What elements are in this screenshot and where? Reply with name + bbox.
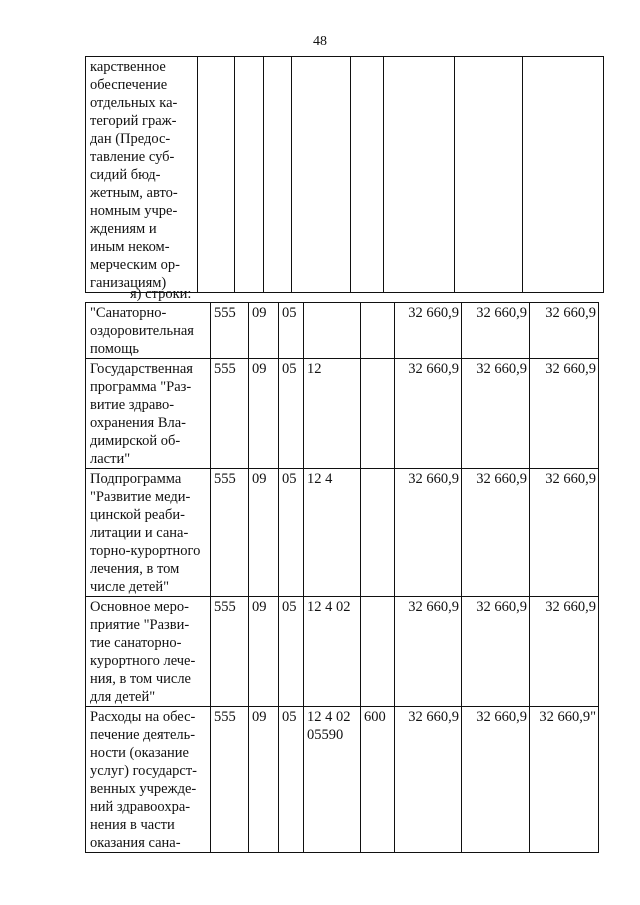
amount-year-2: 32 660,9 bbox=[462, 707, 530, 853]
description-line: ния, в том числе bbox=[90, 671, 191, 687]
section-code: 09 bbox=[249, 597, 279, 707]
description-line: для детей" bbox=[90, 689, 156, 705]
description-line: 12 bbox=[307, 361, 322, 377]
description-line: номным учре- bbox=[90, 203, 178, 219]
description-line: Подпрограмма bbox=[90, 471, 182, 487]
description-line: иным неком- bbox=[90, 239, 170, 255]
description-line: ждениям и bbox=[90, 221, 157, 237]
ministry-code: 555 bbox=[211, 359, 249, 469]
section-code: 09 bbox=[249, 707, 279, 853]
table-row bbox=[86, 469, 599, 597]
description-line: ности (оказание bbox=[90, 745, 189, 761]
description-line: литации и сана- bbox=[90, 525, 189, 541]
description-line: 12 4 02 bbox=[307, 709, 351, 725]
ministry-code: 555 bbox=[211, 303, 249, 359]
amount-year-2: 32 660,9 bbox=[462, 359, 530, 469]
row-description bbox=[86, 359, 211, 469]
subsection-code: 05 bbox=[279, 469, 304, 597]
description-line: лечения, в том bbox=[90, 561, 180, 577]
description-line: услуг) государст- bbox=[90, 763, 198, 779]
table-row bbox=[86, 597, 599, 707]
expense-type-code bbox=[361, 469, 395, 597]
section-code: 09 bbox=[249, 303, 279, 359]
subsection-code: 05 bbox=[279, 707, 304, 853]
description-line: 05590 bbox=[307, 727, 344, 743]
amount-year-3: 32 660,9 bbox=[530, 597, 599, 707]
description-line: венных учрежде- bbox=[90, 781, 197, 797]
description-line: оказания сана- bbox=[90, 835, 181, 851]
description-line: тавление суб- bbox=[90, 149, 175, 165]
target-article-code bbox=[304, 359, 361, 469]
description-line: мерческим ор- bbox=[90, 257, 180, 273]
description-line: ганизациям) bbox=[90, 275, 167, 291]
description-line: приятие "Разви- bbox=[90, 617, 190, 633]
amount-year-1: 32 660,9 bbox=[395, 359, 462, 469]
subsection-code: 05 bbox=[279, 303, 304, 359]
row-description bbox=[86, 469, 211, 597]
amount-year-1: 32 660,9 bbox=[395, 597, 462, 707]
description-line: "Развитие меди- bbox=[90, 489, 191, 505]
description-line: сидий бюд- bbox=[90, 167, 161, 183]
amount-year-3: 32 660,9" bbox=[530, 707, 599, 853]
ministry-code: 555 bbox=[211, 597, 249, 707]
description-line: помощь bbox=[90, 341, 139, 357]
description-line: нения в части bbox=[90, 817, 175, 833]
amount-year-2: 32 660,9 bbox=[462, 303, 530, 359]
description-line: курортного лече- bbox=[90, 653, 196, 669]
amount-year-3: 32 660,9 bbox=[530, 359, 599, 469]
row-description bbox=[86, 57, 198, 293]
table-row bbox=[86, 707, 599, 853]
ministry-code: 555 bbox=[211, 707, 249, 853]
row-description bbox=[86, 597, 211, 707]
budget-table bbox=[85, 302, 599, 853]
amount-year-2: 32 660,9 bbox=[462, 597, 530, 707]
description-line: ний здравоохра- bbox=[90, 799, 191, 815]
description-line: отдельных ка- bbox=[90, 95, 178, 111]
description-line: "Санаторно- bbox=[90, 305, 167, 321]
table-row bbox=[86, 359, 599, 469]
description-line: карственное bbox=[90, 59, 166, 75]
description-line: жетным, авто- bbox=[90, 185, 178, 201]
amount-year-1: 32 660,9 bbox=[395, 707, 462, 853]
page-number: 48 bbox=[313, 34, 327, 49]
expense-type-code bbox=[361, 597, 395, 707]
budget-table-continuation bbox=[85, 56, 604, 293]
section-label: я) строки: bbox=[130, 286, 192, 302]
description-line: цинской реаби- bbox=[90, 507, 185, 523]
table-row-continuation bbox=[86, 57, 604, 293]
description-line: димирской об- bbox=[90, 433, 181, 449]
description-line: дан (Предос- bbox=[90, 131, 171, 147]
description-line: числе детей" bbox=[90, 579, 170, 595]
description-line: Расходы на обес- bbox=[90, 709, 196, 725]
section-code: 09 bbox=[249, 469, 279, 597]
target-article-code bbox=[304, 303, 361, 359]
description-line: ласти" bbox=[90, 451, 131, 467]
description-line: Основное меро- bbox=[90, 599, 189, 615]
description-line: тие санаторно- bbox=[90, 635, 182, 651]
target-article-code bbox=[304, 469, 361, 597]
description-line: тегорий граж- bbox=[90, 113, 177, 129]
description-line: программа "Раз- bbox=[90, 379, 192, 395]
expense-type-code: 600 bbox=[361, 707, 395, 853]
section-code: 09 bbox=[249, 359, 279, 469]
description-line: 12 4 02 bbox=[307, 599, 351, 615]
description-line: обеспечение bbox=[90, 77, 168, 93]
target-article-code bbox=[304, 597, 361, 707]
table-row bbox=[86, 303, 599, 359]
subsection-code: 05 bbox=[279, 597, 304, 707]
target-article-code bbox=[304, 707, 361, 853]
expense-type-code bbox=[361, 303, 395, 359]
description-line: печение деятель- bbox=[90, 727, 196, 743]
description-line: Государственная bbox=[90, 361, 193, 377]
subsection-code: 05 bbox=[279, 359, 304, 469]
description-line: витие здраво- bbox=[90, 397, 175, 413]
row-description bbox=[86, 303, 211, 359]
description-line: торно-курортного bbox=[90, 543, 201, 559]
ministry-code: 555 bbox=[211, 469, 249, 597]
description-line: 12 4 bbox=[307, 471, 333, 487]
amount-year-2: 32 660,9 bbox=[462, 469, 530, 597]
expense-type-code bbox=[361, 359, 395, 469]
amount-year-3: 32 660,9 bbox=[530, 303, 599, 359]
amount-year-1: 32 660,9 bbox=[395, 469, 462, 597]
amount-year-1: 32 660,9 bbox=[395, 303, 462, 359]
row-description bbox=[86, 707, 211, 853]
description-line: охранения Вла- bbox=[90, 415, 187, 431]
amount-year-3: 32 660,9 bbox=[530, 469, 599, 597]
description-line: оздоровительная bbox=[90, 323, 194, 339]
